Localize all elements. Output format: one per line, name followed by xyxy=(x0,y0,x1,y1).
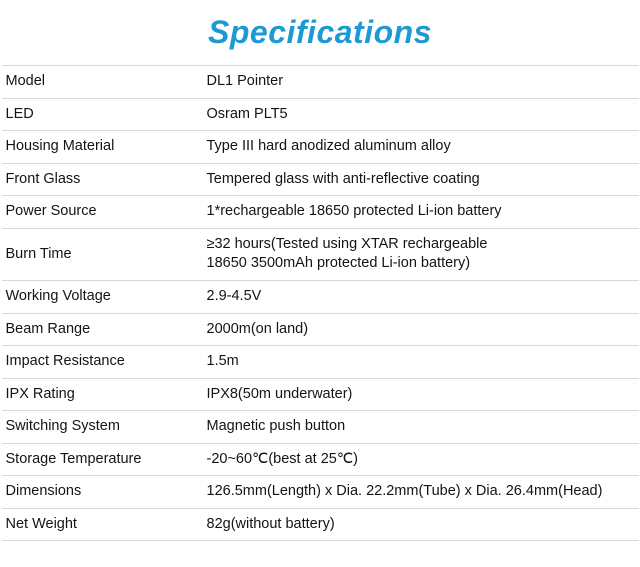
spec-label: Net Weight xyxy=(5,515,77,532)
table-row xyxy=(2,346,639,379)
spec-label: Storage Temperature xyxy=(5,450,142,467)
spec-value: Magnetic push button xyxy=(206,418,346,435)
table-row xyxy=(2,411,639,444)
spec-value: IPX8(50m underwater) xyxy=(206,385,353,402)
spec-value: 1.5m xyxy=(206,353,239,370)
spec-value: Osram PLT5 xyxy=(206,105,288,122)
spec-label: Working Voltage xyxy=(5,287,111,304)
spec-label: Model xyxy=(5,73,45,89)
table-row xyxy=(2,313,639,346)
spec-value: 126.5mm(Length) x Dia. 22.2mm(Tube) x Dia. 26.4mm(Head) xyxy=(206,483,603,500)
spec-value-line1: ≥32 hours(Tested using XTAR rechargeable xyxy=(206,235,488,252)
table-row xyxy=(2,131,639,164)
table-row xyxy=(2,228,639,280)
spec-label: Front Glass xyxy=(5,170,81,187)
table-row xyxy=(2,163,639,196)
spec-label: Dimensions xyxy=(5,483,82,500)
table-row xyxy=(2,280,639,313)
spec-value: -20~60℃(best at 25℃) xyxy=(206,450,358,467)
page-title: Specifications xyxy=(208,14,432,50)
table-row xyxy=(2,98,639,131)
table-row xyxy=(2,196,639,229)
table-row xyxy=(2,66,639,99)
table-row xyxy=(2,476,639,509)
spec-label: Power Source xyxy=(5,203,97,220)
spec-label: Burn Time xyxy=(5,245,72,262)
spec-value: 2000m(on land) xyxy=(206,320,309,337)
table-row xyxy=(2,443,639,476)
spec-value xyxy=(203,228,639,280)
spec-label: Housing Material xyxy=(5,138,115,155)
spec-value: 2.9-4.5V xyxy=(206,287,262,304)
spec-label: Beam Range xyxy=(5,320,91,337)
spec-label: LED xyxy=(5,105,34,122)
spec-value: Tempered glass with anti-reflective coating xyxy=(206,170,480,187)
spec-value: 1*rechargeable 18650 protected Li-ion battery xyxy=(206,203,502,220)
spec-value: Type III hard anodized aluminum alloy xyxy=(206,138,451,155)
spec-value-line2: 18650 3500mAh protected Li-ion battery) xyxy=(206,255,471,272)
table-row xyxy=(2,508,639,541)
spec-value: DL1 Pointer xyxy=(206,73,284,89)
spec-label: Switching System xyxy=(5,418,120,435)
spec-value: 82g(without battery) xyxy=(206,515,335,532)
spec-label: IPX Rating xyxy=(5,385,75,402)
specifications-table xyxy=(2,65,639,541)
table-row xyxy=(2,378,639,411)
spec-label: Impact Resistance xyxy=(5,353,125,370)
